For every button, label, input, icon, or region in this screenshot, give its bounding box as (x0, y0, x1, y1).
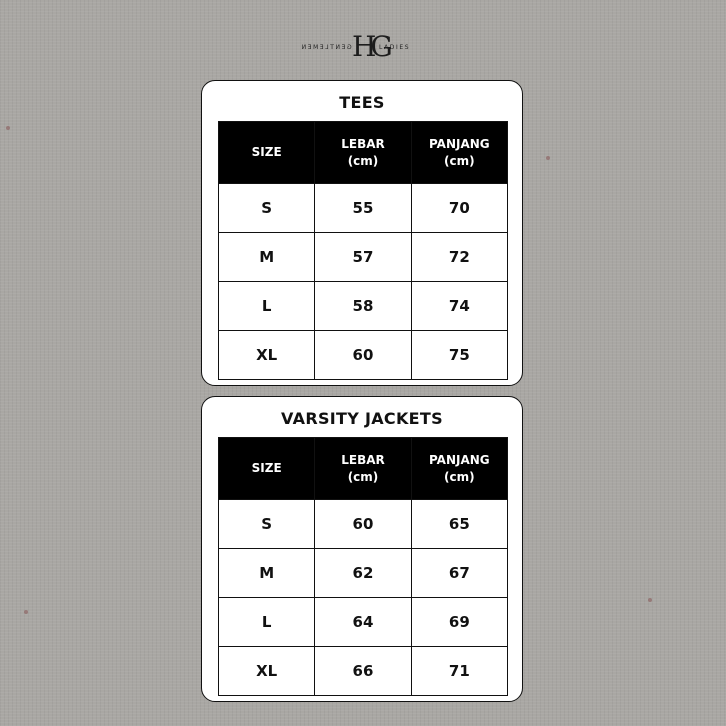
cell-lebar: 60 (315, 331, 411, 380)
texture-speck (24, 610, 28, 614)
header-lebar: LEBAR (cm) (315, 438, 411, 500)
cell-panjang: 74 (411, 282, 507, 331)
tees-size-table (218, 121, 508, 380)
tees-title: TEES (339, 93, 385, 112)
brand-logo (300, 30, 426, 66)
cell-lebar: 60 (315, 500, 411, 549)
header-lebar: LEBAR (cm) (315, 122, 411, 184)
brand-right-word: LADIES (379, 44, 411, 51)
header-panjang: PANJANG (cm) (411, 438, 507, 500)
cell-lebar: 66 (315, 647, 411, 696)
cell-size: XL (219, 331, 315, 380)
cell-size: L (219, 282, 315, 331)
table-row (219, 549, 508, 598)
cell-size: M (219, 549, 315, 598)
cell-panjang: 67 (411, 549, 507, 598)
table-row (219, 233, 508, 282)
cell-lebar: 55 (315, 184, 411, 233)
varsity-title: VARSITY JACKETS (281, 409, 443, 428)
cell-size: XL (219, 647, 315, 696)
texture-speck (6, 126, 10, 130)
cell-size: S (219, 184, 315, 233)
cell-panjang: 70 (411, 184, 507, 233)
cell-panjang: 69 (411, 598, 507, 647)
table-row (219, 647, 508, 696)
header-panjang: PANJANG (cm) (411, 122, 507, 184)
table-row (219, 184, 508, 233)
table-header-row (219, 438, 508, 500)
cell-size: L (219, 598, 315, 647)
texture-speck (546, 156, 550, 160)
cell-lebar: 64 (315, 598, 411, 647)
cell-size: M (219, 233, 315, 282)
cell-lebar: 57 (315, 233, 411, 282)
header-size: SIZE (219, 438, 315, 500)
varsity-size-table (218, 437, 508, 696)
cell-panjang: 72 (411, 233, 507, 282)
table-header-row (219, 122, 508, 184)
texture-speck (648, 598, 652, 602)
table-row (219, 282, 508, 331)
cell-lebar: 58 (315, 282, 411, 331)
cell-panjang: 75 (411, 331, 507, 380)
cell-size: S (219, 500, 315, 549)
table-row (219, 500, 508, 549)
brand-left-word: GENTLEMEN (300, 44, 352, 51)
cell-panjang: 71 (411, 647, 507, 696)
cell-panjang: 65 (411, 500, 507, 549)
table-row (219, 598, 508, 647)
brand-monogram: HG (352, 30, 387, 63)
header-size: SIZE (219, 122, 315, 184)
varsity-size-card (201, 396, 523, 702)
tees-size-card (201, 80, 523, 386)
table-row (219, 331, 508, 380)
cell-lebar: 62 (315, 549, 411, 598)
